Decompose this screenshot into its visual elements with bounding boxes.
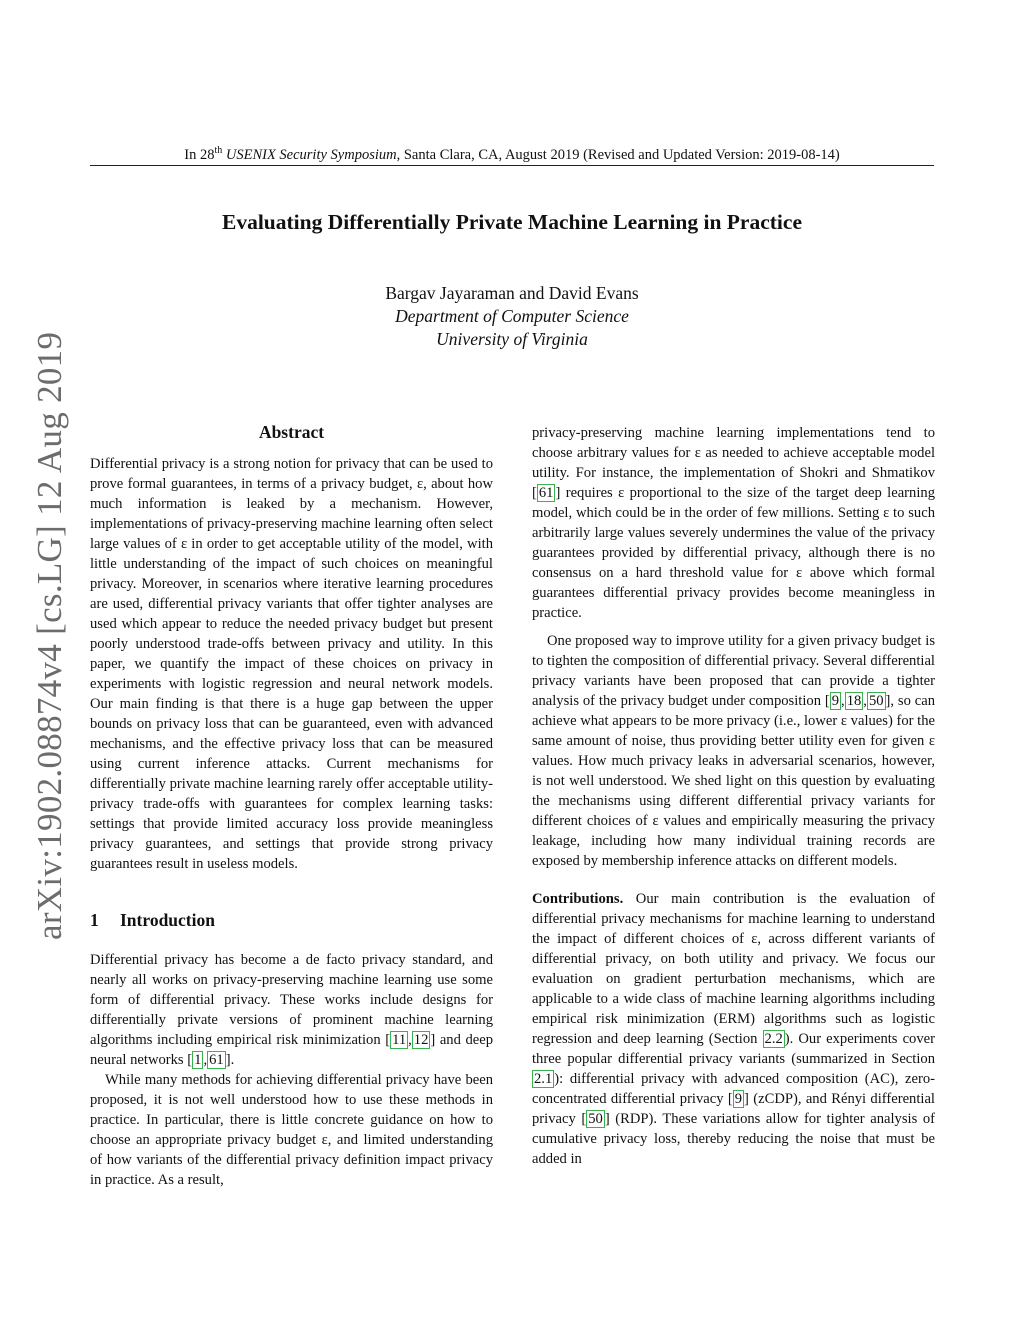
venue-superscript: th (214, 145, 223, 157)
author-names: Bargav Jayaraman and David Evans (385, 283, 639, 303)
text-run: (RDP). These variations allow for tighter analysis of cumulative privacy loss, thereby reducing the noise that must be added in (532, 1111, 935, 1167)
text-run: Our main contribution is the evaluation of differential privacy mechanisms for machine learning to understand the impact of different choices of ε, across different variants of differential privacy, on both utility and privacy. We focus our evaluation on gradient perturbation mechanisms, which are applicable to a wide class of machine learning algorithms including empirical risk minimization (ERM) algorithms such as logistic regression and deep learning (Section (532, 891, 935, 1047)
venue-line (90, 146, 934, 164)
text-run: (zCDP), and Rényi differential privacy (532, 1091, 935, 1127)
citation-link[interactable]: 50 (588, 1111, 603, 1127)
right-column (532, 423, 935, 1169)
right-paragraph-1: privacy-preserving machine learning implementations tend to choose arbitrary values for ε as needed to achieve acceptable model utility. For instance, the implementation of Shokri and Shmatikov [ 61 ] requires ε proportional to the size of the target deep learning model, which could be in the order of few millions. Setting ε to such arbitrarily large values severely undermines the value of the privacy guarantees provided by differential privacy, although there is no consensus on a hard threshold value for ε above which formal guarantees differential privacy provides become meaningless in practice. (532, 425, 935, 621)
venue-suffix: , Santa Clara, CA, August 2019 (Revised and Updated Version: 2019-08-14) (396, 147, 840, 163)
text-run: and deep neural networks (90, 1032, 493, 1068)
text-run: requires ε proportional to the size of the target deep learning model, which could be in the order of few millions. Setting ε to such arbitrarily large values severely undermines the value of the privacy guarantees provided by differential privacy, although there is no consensus on a hard threshold value for ε above which formal guarantees differential privacy provides become meaningless in practice. (532, 485, 935, 621)
text-run: ). Our experiments cover three popular differential privacy variants (summarized in Section (532, 1031, 935, 1067)
intro-paragraph-1: Differential privacy has become a de facto privacy standard, and nearly all works on privacy-preserving machine learning use some form of differential privacy. These works include designs for differentially private versions of prominent machine learning algorithms including empirical risk minimization [ 11 , 12 ] and deep neural networks [ 1 , 61 ]. (90, 952, 493, 1068)
text-run: privacy-preserving machine learning implementations tend to choose arbitrary values for ε as needed to achieve acceptable model utility. For instance, the implementation of Shokri and Shmatikov (532, 425, 935, 481)
text-run: One proposed way to improve utility for a given privacy budget is to tighten the composition of differential privacy. Several differential privacy variants have been proposed that can provide a tighter analysis of the privacy budget under composition (532, 633, 935, 709)
author-university: University of Virginia (436, 329, 588, 349)
contributions-paragraph: Contributions. Our main contribution is the evaluation of differential privacy mechanisms for machine learning to understand the impact of different choices of ε, across different variants of differential privacy, on both utility and privacy. We focus our evaluation on gradient perturbation mechanisms, which are applicable to a wide class of machine learning algorithms including empirical risk minimization (ERM) algorithms such as logistic regression and deep learning (Section 2.2 ). Our experiments cover three popular differential privacy variants (summarized in Section 2.1 ): differential privacy with advanced composition (AC), zero-concentrated differential privacy [ 9 ] (zCDP), and Rényi differential privacy [ 50 ] (RDP). These variations allow for tighter analysis of cumulative privacy loss, thereby reducing the noise that must be added in (532, 891, 935, 1167)
author-department: Department of Computer Science (395, 306, 629, 326)
intro-paragraph-2: While many methods for achieving differential privacy have been proposed, it is not well understood how to use these methods in practice. In particular, there is little concrete guidance on how to choose an appropriate privacy budget ε, and limited understanding of how variants of the differential privacy definition impact privacy in practice. As a result, (90, 1072, 493, 1188)
citation-link[interactable]: 9 (734, 1091, 743, 1107)
section-heading-introduction (90, 908, 493, 932)
citation-link[interactable]: 9 (831, 693, 840, 709)
arxiv-stamp: arXiv:1902.08874v4 [cs.LG] 12 Aug 2019 (30, 331, 69, 940)
section-number: 1 (90, 910, 99, 930)
section-title: Introduction (120, 910, 215, 930)
abstract-heading: Abstract (258, 422, 325, 442)
header-rule (90, 165, 934, 166)
text-run: Differential privacy has become a de facto privacy standard, and nearly all works on privacy-preserving machine learning use some form of differential privacy. These works include designs for differentially private versions of prominent machine learning algorithms including empirical risk minimization (90, 952, 493, 1048)
right-paragraph-2: One proposed way to improve utility for a given privacy budget is to tighten the composition of differential privacy. Several differential privacy variants have been proposed that can provide a tighter analysis of the privacy budget under composition [ 9 , 18 , 50 ], so can achieve what appears to be more privacy (i.e., lower ε values) for the same amount of noise, thus providing better utility even for given ε values. How much privacy leaks in adversarial scenarios, however, is not well understood. We shed light on this question by evaluating the mechanisms using different differential privacy variants for different choices of ε values and empirically measuring the privacy leakage, including how many individual training records are exposed by membership inference attacks on different models. (532, 633, 935, 869)
abstract-text: Differential privacy is a strong notion for privacy that can be used to prove formal guarantees, in terms of a privacy budget, ε, about how much information is leaked by a mechanism. However, implementations of privacy-preserving machine learning often select large values of ε in order to get acceptable utility of the model, with little understanding of the impact of such choices on meaningful privacy. Moreover, in scenarios where iterative learning procedures are used, differential privacy variants that offer tighter analyses are used which appear to reduce the needed privacy budget but present poorly understood trade-offs between privacy and utility. In this paper, we quantify the impact of these choices on privacy in experiments with logistic regression and neural network models. Our main finding is that there is a huge gap between the upper bounds on privacy loss that can be guaranteed, even with advanced mechanisms, and the effective privacy loss that can be measured using current inference attacks. Current mechanisms for differentially private machine learning rarely offer acceptable utility-privacy trade-offs with guarantees for complex learning tasks: settings that provide limited accuracy loss provide meaningless privacy guarantees, and settings that provide strong privacy guarantees result in useless models. (90, 456, 493, 872)
citation-link[interactable]: 12 (413, 1032, 429, 1048)
contributions-run-in-heading: Contributions. (532, 891, 624, 907)
left-column (90, 420, 493, 1190)
citation-link[interactable]: 50 (868, 693, 884, 709)
venue-name: USENIX Security Symposium (225, 147, 397, 163)
author-block (90, 282, 934, 351)
citation-link[interactable]: 1 (194, 1052, 202, 1068)
citation-link[interactable]: 61 (538, 485, 554, 501)
section-ref-link[interactable]: 2.1 (534, 1071, 553, 1087)
paper-title: Evaluating Differentially Private Machine Learning in Practice (221, 210, 802, 234)
text-run: . (230, 1052, 235, 1068)
citation-link[interactable]: 11 (392, 1032, 407, 1048)
text-run: , so can achieve what appears to be more privacy (i.e., lower ε values) for the same amount of noise, thus providing better utility even for given ε values. How much privacy leaks in adversarial scenarios, however, is not well understood. We shed light on this question by evaluating the mechanisms using different differential privacy variants for different choices of ε values and empirically measuring the privacy leakage, including how many individual training records are exposed by membership inference attacks on different models. (532, 693, 935, 869)
section-ref-link[interactable]: 2.2 (764, 1031, 783, 1047)
citation-link[interactable]: 61 (209, 1052, 224, 1068)
text-run: ): differential privacy with advanced composition (AC), zero-concentrated differential privacy (532, 1071, 935, 1107)
citation-link[interactable]: 18 (846, 693, 862, 709)
venue-prefix: In 28 (184, 147, 215, 163)
